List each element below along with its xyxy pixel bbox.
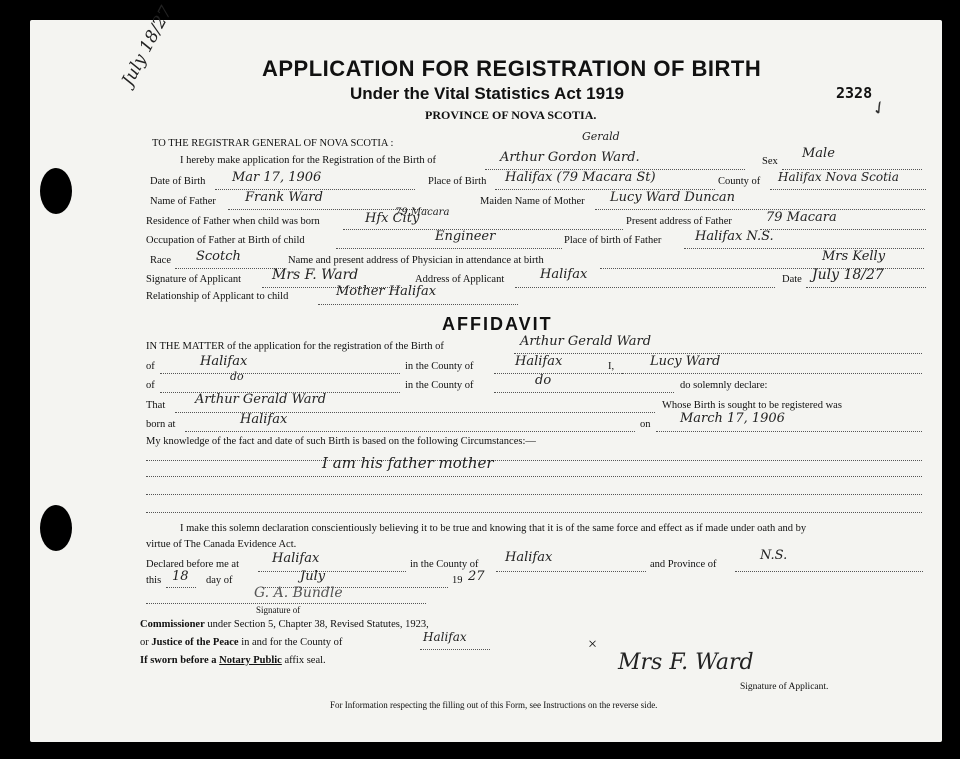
- this-label: this: [146, 575, 162, 586]
- form-paper: [30, 20, 942, 742]
- punch-hole: [40, 505, 72, 551]
- form-title: APPLICATION FOR REGISTRATION OF BIRTH: [262, 56, 762, 81]
- in-county-label-1: in the County of: [405, 361, 474, 372]
- cross-mark: ×: [588, 636, 598, 653]
- father-pob-label: Place of birth of Father: [564, 235, 662, 246]
- in-county-label-2: in the County of: [405, 380, 474, 391]
- county-value-3: Halifax: [505, 550, 553, 565]
- affidavit-child: Arthur Gerald Ward: [520, 334, 652, 349]
- present-address-value: 79 Macara: [766, 210, 837, 225]
- jp-text: in and for the County of: [241, 637, 343, 648]
- officer-signature: G. A. Bundle: [254, 585, 343, 601]
- province-label: and Province of: [650, 559, 717, 570]
- applicant-signature: Mrs F. Ward: [618, 650, 754, 675]
- child-name: Arthur Gordon Ward.: [500, 150, 640, 165]
- circumstance-value: I am his father mother: [322, 454, 494, 472]
- year-prefix: 19: [452, 575, 463, 586]
- declared-label: Declared before me at: [146, 559, 239, 570]
- declared-value: Halifax: [272, 551, 320, 566]
- applicant-address-label: Address of Applicant: [415, 274, 505, 285]
- mother-label: Maiden Name of Mother: [480, 196, 585, 207]
- occupation-value: Engineer: [435, 229, 496, 244]
- jp-label: Justice of the Peace: [151, 637, 239, 648]
- solemnly-label: do solemnly declare:: [680, 380, 768, 391]
- intro-label: I hereby make application for the Registration of the Birth of: [180, 155, 437, 166]
- that-label: That: [146, 400, 166, 411]
- residence-value: Hfx City: [365, 211, 420, 226]
- race-label: Race: [150, 255, 171, 266]
- father-pob-value: Halifax N.S.: [695, 229, 774, 244]
- signature-value: Mrs F. Ward: [272, 267, 359, 283]
- dob-value: Mar 17, 1906: [232, 170, 322, 185]
- relationship-label: Relationship of Applicant to child: [146, 291, 289, 302]
- solemn-declaration-1: I make this solemn declaration conscientiously believing it to be true and knowing that it is of the same force and effect as if made under oath and by: [180, 523, 807, 534]
- margin-note: July 18/27: [118, 3, 177, 90]
- province-heading: PROVINCE OF NOVA SCOTIA.: [425, 108, 597, 122]
- of-label-1: of: [146, 361, 155, 372]
- on-label: on: [640, 419, 651, 430]
- county-value-2: do: [535, 373, 552, 388]
- in-county-label-3: in the County of: [410, 559, 479, 570]
- county-value-1: Halifax: [515, 354, 563, 369]
- or-label: or: [140, 637, 149, 648]
- pob-value: Halifax (79 Macara St): [505, 170, 656, 185]
- month-value: July: [300, 569, 326, 584]
- of-label-2: of: [146, 380, 155, 391]
- matter-label: IN THE MATTER of the application for the registration of the Birth of: [146, 341, 444, 352]
- knowledge-label: My knowledge of the fact and date of such Birth is based on the following Circumstances:—: [146, 436, 536, 447]
- solemn-declaration-2: virtue of The Canada Evidence Act.: [146, 539, 297, 550]
- of-value-1: Halifax: [200, 354, 248, 369]
- declarant-name: Lucy Ward: [650, 354, 721, 369]
- residence-insert: 79 Macara: [395, 207, 450, 218]
- present-address-label: Present address of Father: [626, 216, 732, 227]
- county-value: Halifax Nova Scotia: [778, 170, 899, 184]
- check-mark: ✓: [867, 95, 891, 121]
- occupation-label: Occupation of Father at Birth of child: [146, 235, 305, 246]
- sworn-label: If sworn before a: [140, 655, 217, 666]
- father-value: Frank Ward: [245, 190, 323, 205]
- day-value: 18: [172, 569, 189, 584]
- sex-label: Sex: [762, 156, 778, 167]
- day-of-label: day of: [206, 575, 233, 586]
- born-at-value: Halifax: [240, 412, 288, 427]
- signature-of-label: Signature of: [256, 605, 301, 615]
- dob-label: Date of Birth: [150, 176, 206, 187]
- on-value: March 17, 1906: [680, 411, 785, 426]
- residence-label: Residence of Father when child was born: [146, 216, 320, 227]
- form-number: 2328: [836, 84, 873, 102]
- commissioner-text: under Section 5, Chapter 38, Revised Statutes, 1923,: [207, 619, 429, 630]
- applicant-signature-label: Signature of Applicant.: [740, 682, 829, 692]
- commissioner-label: Commissioner: [140, 619, 205, 630]
- physician-label: Name and present address of Physician in attendance at birth: [288, 255, 544, 266]
- mother-value: Lucy Ward Duncan: [610, 190, 735, 205]
- province-value: N.S.: [760, 548, 788, 563]
- i-label: I,: [608, 361, 615, 372]
- child-name-insert: Gerald: [582, 130, 620, 143]
- sex-value: Male: [802, 146, 835, 161]
- notary-label: Notary Public: [219, 655, 282, 666]
- jp-county-value: Halifax: [423, 630, 467, 644]
- sworn-text: affix seal.: [284, 655, 326, 666]
- date-value: July 18/27: [812, 267, 884, 283]
- relationship-value: Mother Halifax: [336, 284, 437, 299]
- form-subtitle: Under the Vital Statistics Act 1919: [350, 84, 624, 103]
- to-line: TO THE REGISTRAR GENERAL OF NOVA SCOTIA :: [152, 138, 394, 149]
- affidavit-heading: AFFIDAVIT: [442, 314, 553, 334]
- footer-note: For Information respecting the filling out of this Form, see Instructions on the reverse side.: [330, 700, 658, 710]
- year-value: 27: [468, 569, 485, 584]
- of-value-2: do: [230, 370, 244, 383]
- father-label: Name of Father: [150, 196, 216, 207]
- race-value: Scotch: [196, 249, 241, 264]
- county-label: County of: [718, 176, 761, 187]
- signature-label: Signature of Applicant: [146, 274, 242, 285]
- pob-label: Place of Birth: [428, 176, 487, 187]
- that-value: Arthur Gerald Ward: [195, 392, 327, 407]
- born-at-label: born at: [146, 419, 176, 430]
- date-label: Date: [782, 274, 802, 285]
- punch-hole: [40, 168, 72, 214]
- whose-label: Whose Birth is sought to be registered was: [662, 400, 842, 411]
- applicant-address-value: Halifax: [540, 267, 588, 282]
- physician-value: Mrs Kelly: [822, 249, 886, 264]
